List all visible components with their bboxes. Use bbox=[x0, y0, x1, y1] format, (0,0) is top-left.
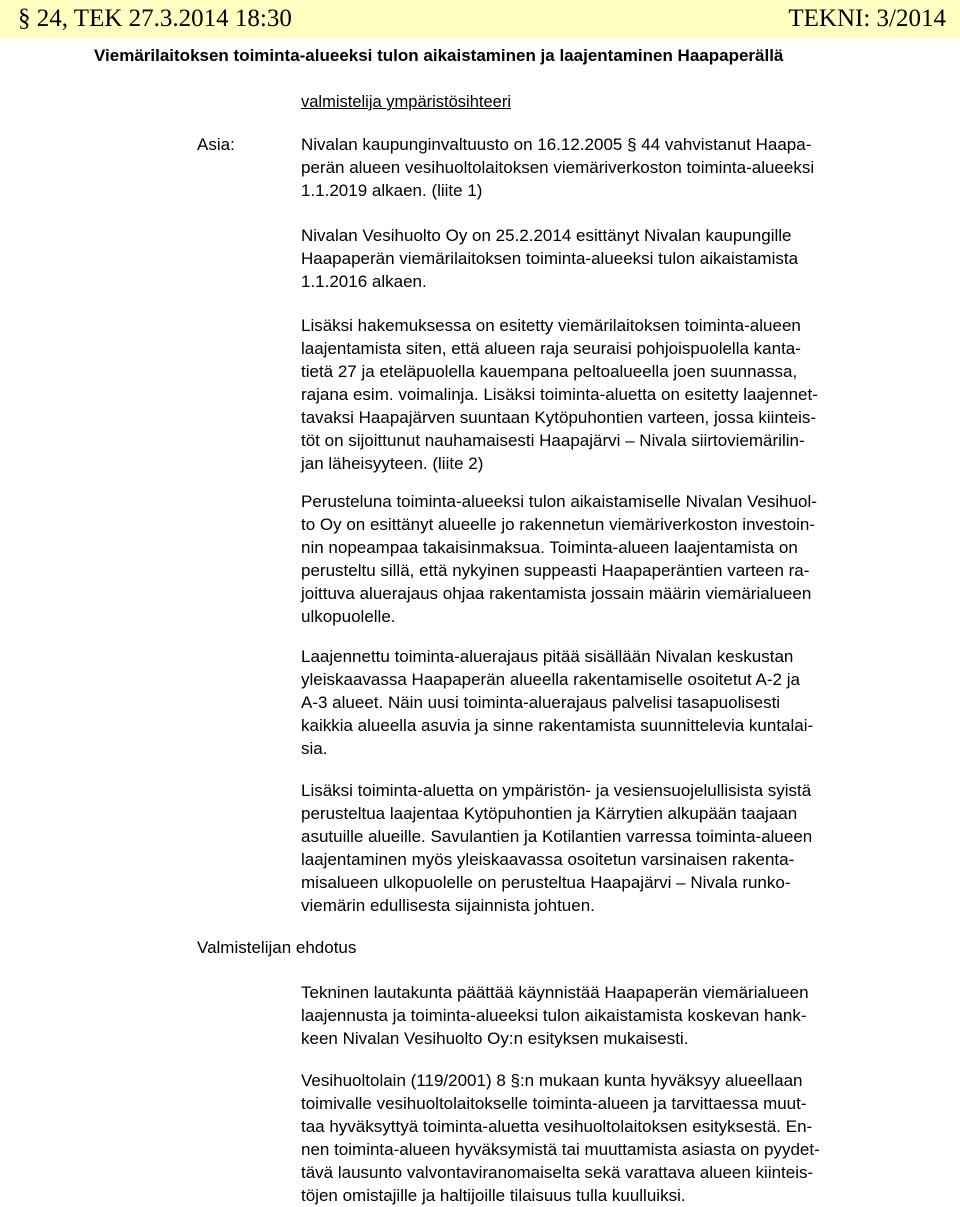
text-line: tietä 27 ja eteläpuolella kauempana peltoalueella joen suunnassa, bbox=[301, 362, 798, 381]
text-line: Vesihuoltolain (119/2001) 8 §:n mukaan kunta hyväksyy alueellaan bbox=[301, 1071, 803, 1090]
text-line: perusteltua laajentaa Kytöpuhontien ja Kärrytien alkupään taajaan bbox=[301, 804, 798, 823]
text-line: Lisäksi hakemuksessa on esitetty viemärilaitoksen toiminta-alueen bbox=[301, 316, 801, 335]
text-line: rajana esim. voimalinja. Lisäksi toiminta-aluetta on esitetty laajennet- bbox=[301, 385, 818, 404]
text-line: toimivalle vesihuoltolaitokselle toiminta-alueen ja tarvittaessa muut- bbox=[301, 1094, 807, 1113]
paragraph-decision-2005 bbox=[301, 133, 901, 202]
text-line: A-3 alueet. Näin uusi toiminta-aluerajaus palvelisi tasapuolisesti bbox=[301, 693, 781, 712]
proposal-label: Valmistelijan ehdotus bbox=[197, 938, 357, 957]
text-line: yleiskaavassa Haapaperän alueella rakentamiselle osoitetut A-2 ja bbox=[301, 670, 800, 689]
document-title: Viemärilaitoksen toiminta-alueeksi tulon aikaistaminen ja laajentaminen Haapaperällä bbox=[94, 46, 784, 65]
text-line: tävä lausunto valvontaviranomaiselta sekä varattava alueen kiinteis- bbox=[301, 1163, 814, 1182]
text-line: laajentamista siten, että alueen raja seuraisi pohjoispuolella kanta- bbox=[301, 339, 801, 358]
text-line: asutuille alueille. Savulantien ja Kotilantien varressa toiminta-alueen bbox=[301, 827, 813, 846]
text-line: jan läheisyyteen. (liite 2) bbox=[301, 454, 484, 473]
paragraph-proposal bbox=[301, 981, 901, 1050]
paragraph-expansion bbox=[301, 314, 901, 475]
text-line: perusteltu sillä, että nykyinen suppeasti Haapaperäntien varteen ra- bbox=[301, 561, 810, 580]
text-line: Perusteluna toiminta-alueeksi tulon aikaistamiselle Nivalan Vesihuol- bbox=[301, 492, 817, 511]
text-line: tavaksi Haapajärven suuntaan Kytöpuhontien varteen, jossa kiinteis- bbox=[301, 408, 817, 427]
document-reference: TEKNI: 3/2014 bbox=[788, 5, 946, 32]
paragraph-environment bbox=[301, 779, 901, 917]
text-line: Lisäksi toiminta-aluetta on ympäristön- ja vesiensuojelullisista syistä bbox=[301, 781, 812, 800]
text-line: taa hyväksyttyä toiminta-aluetta vesihuoltolaitoksen esityksestä. En- bbox=[301, 1117, 813, 1136]
text-line: ulkopuolelle. bbox=[301, 607, 396, 626]
text-line: misalueen ulkopuolelle on perusteltua Haapajärvi – Nivala runko- bbox=[301, 873, 791, 892]
text-line: Nivalan Vesihuolto Oy on 25.2.2014 esittänyt Nivalan kaupungille bbox=[301, 226, 792, 245]
text-line: 1.1.2016 alkaen. bbox=[301, 272, 427, 291]
text-line: Tekninen lautakunta päättää käynnistää Haapaperän viemärialueen bbox=[301, 983, 809, 1002]
text-line: sia. bbox=[301, 739, 328, 758]
paragraph-water-act bbox=[301, 1069, 901, 1207]
asia-label: Asia: bbox=[197, 135, 235, 154]
preparer-line: valmistelija ympäristösihteeri bbox=[301, 93, 511, 111]
paragraph-justification bbox=[301, 490, 901, 628]
text-line: keen Nivalan Vesihuolto Oy:n esityksen mukaisesti. bbox=[301, 1029, 689, 1048]
meeting-reference: § 24, TEK 27.3.2014 18:30 bbox=[18, 5, 292, 32]
text-line: joittuva aluerajaus ohjaa rakentamista jossain määrin viemärialueen bbox=[301, 584, 812, 603]
text-line: Nivalan kaupunginvaltuusto on 16.12.2005 § 44 vahvistanut Haapa- bbox=[301, 135, 812, 154]
header-bar bbox=[0, 0, 960, 38]
text-line: töt on sijoittunut nauhamaisesti Haapajärvi – Nivala siirtoviemärilin- bbox=[301, 431, 805, 450]
text-line: laajentaminen myös yleiskaavassa osoitetun varsinaisen rakenta- bbox=[301, 850, 795, 869]
text-line: Haapaperän viemärilaitoksen toiminta-alueeksi tulon aikaistamista bbox=[301, 249, 799, 268]
paragraph-zoning bbox=[301, 645, 901, 760]
text-line: viemärin edullisesta sijainnista johtuen. bbox=[301, 896, 595, 915]
text-line: to Oy on esittänyt alueelle jo rakennetun viemäriverkoston investoin- bbox=[301, 515, 816, 534]
text-line: Laajennettu toiminta-aluerajaus pitää sisällään Nivalan keskustan bbox=[301, 647, 794, 666]
text-line: kaikkia alueella asuvia ja sinne rakentamista suunnittelevia kuntalai- bbox=[301, 716, 814, 735]
text-line: 1.1.2019 alkaen. (liite 1) bbox=[301, 181, 483, 200]
paragraph-application bbox=[301, 224, 901, 293]
text-line: perän alueen vesihuoltolaitoksen viemäriverkoston toiminta-alueeksi bbox=[301, 158, 815, 177]
text-line: nin nopeampaa takaisinmaksua. Toiminta-alueen laajentamista on bbox=[301, 538, 798, 557]
text-line: laajennusta ja toiminta-alueeksi tulon aikaistamista koskevan hank- bbox=[301, 1006, 807, 1025]
text-line: töjen omistajille ja haltijoille tilaisuus tulla kuulluiksi. bbox=[301, 1186, 686, 1205]
text-line: nen toiminta-alueen hyväksymistä tai muuttamista asiasta on pyydet- bbox=[301, 1140, 820, 1159]
